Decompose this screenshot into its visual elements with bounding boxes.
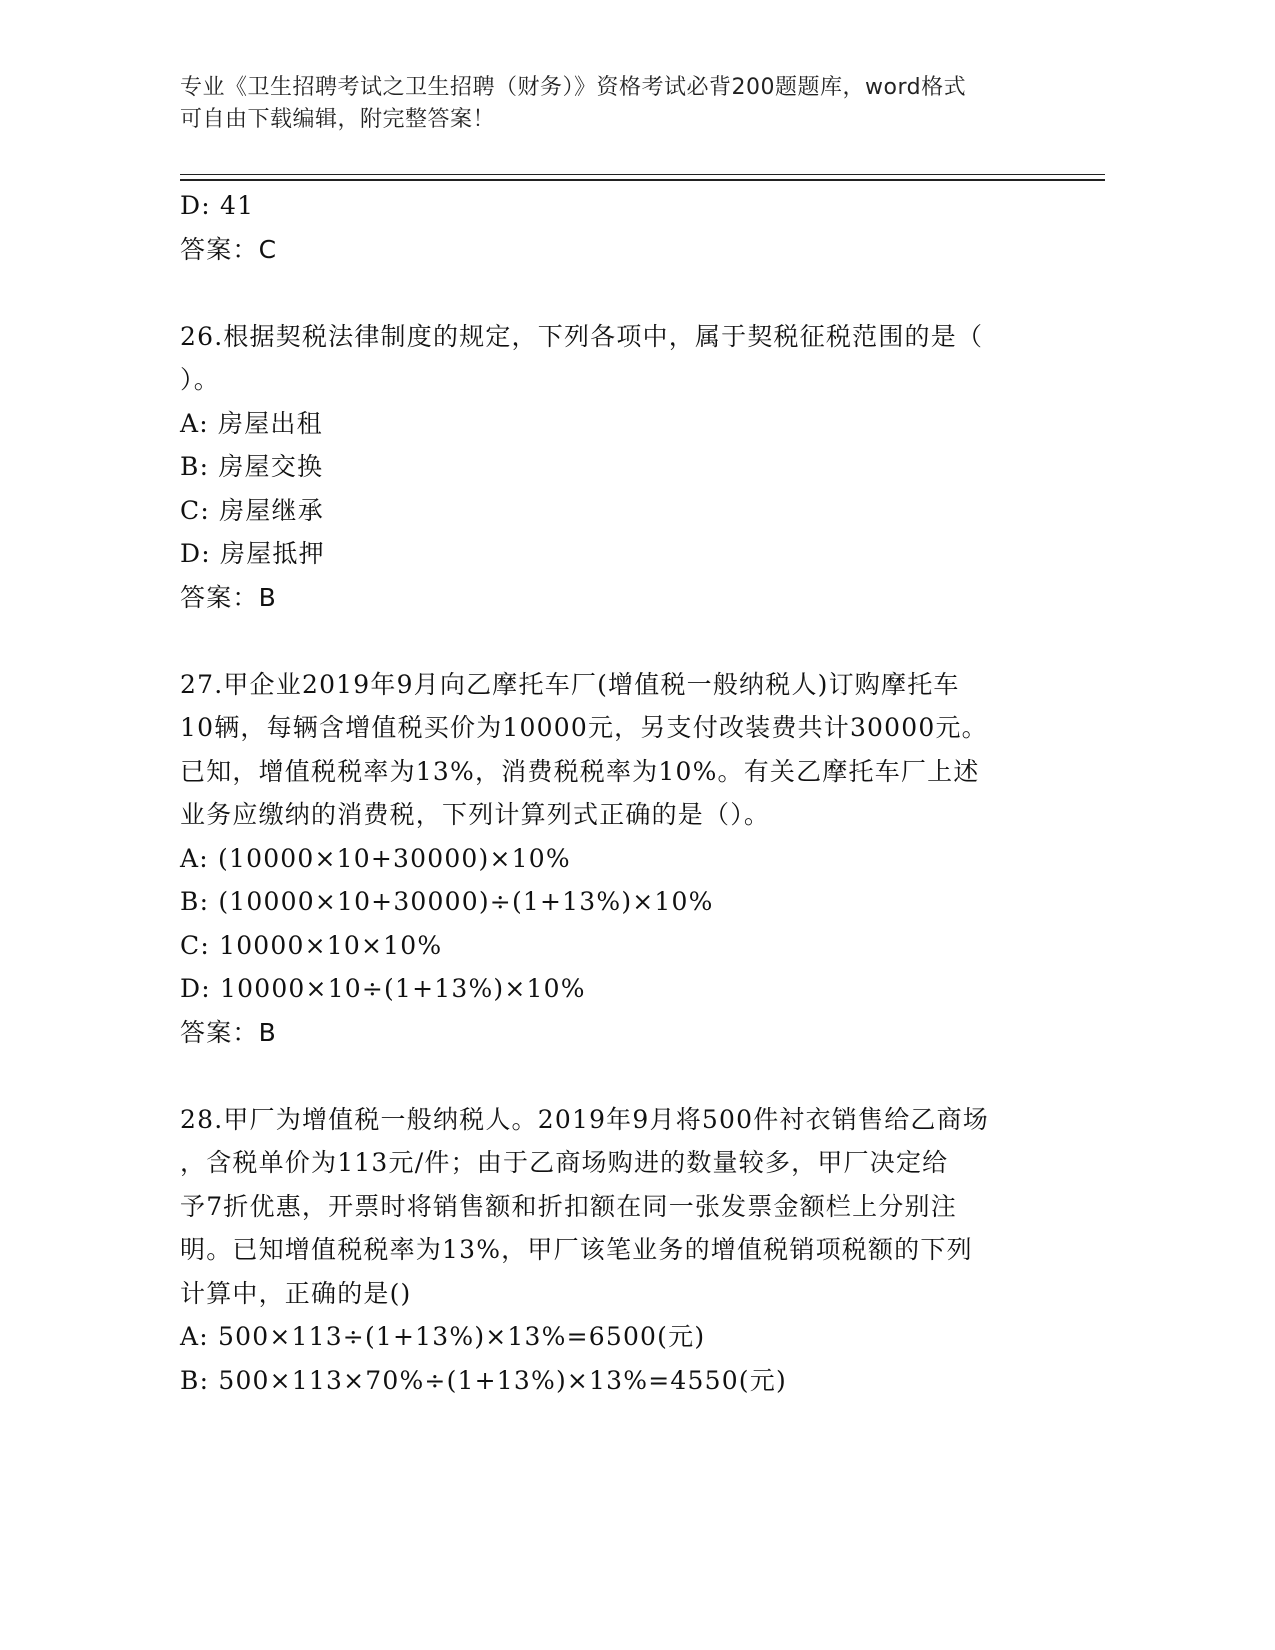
answer-line: 答案：B: [180, 582, 277, 612]
question-stem-line: 28.甲厂为增值税一般纳税人。2019年9月将500件衬衣销售给乙商场: [180, 1104, 990, 1134]
header-divider-thick: [180, 179, 1105, 181]
option-a: A: (10000×10+30000)×10%: [180, 843, 571, 873]
question-stem-line: 26.根据契税法律制度的规定，下列各项中，属于契税征税范围的是（: [180, 321, 984, 351]
page-header: [180, 72, 1050, 136]
option-d: D: 房屋抵押: [180, 539, 325, 568]
answer-line: 答案：B: [180, 1017, 277, 1047]
option-b: B: (10000×10+30000)÷(1+13%)×10%: [180, 887, 714, 916]
option-c: C: 10000×10×10%: [180, 930, 443, 960]
question-list: [180, 184, 1040, 1402]
question-stem-line: ）。: [180, 365, 220, 394]
option-d: D: 41: [180, 191, 255, 220]
option-d: D: 10000×10÷(1+13%)×10%: [180, 974, 586, 1003]
spacer: [180, 271, 1040, 315]
header-title-line-2: 可自由下载编辑，附完整答案！: [180, 107, 496, 132]
question-26: [180, 315, 1040, 620]
question-stem-line: 27.甲企业2019年9月向乙摩托车厂(增值税一般纳税人)订购摩托车: [180, 669, 960, 699]
question-28: [180, 1098, 1040, 1403]
header-divider-thin: [180, 174, 1105, 175]
option-b: B: 500×113×70%÷(1+13%)×13%=4550(元): [180, 1365, 787, 1395]
question-stem-line: ，含税单价为113元/件；由于乙商场购进的数量较多，甲厂决定给: [180, 1148, 949, 1177]
header-title-line-1: 专业《卫生招聘考试之卫生招聘（财务）》资格考试必背200题题库，word格式: [180, 75, 967, 100]
question-27: [180, 663, 1040, 1055]
question-stem-line: 予7折优惠，开票时将销售额和折扣额在同一张发票金额栏上分别注: [180, 1191, 957, 1221]
answer-line: 答案：C: [180, 234, 278, 264]
question-stem-line: 计算中，正确的是(): [180, 1278, 412, 1308]
spacer: [180, 1054, 1040, 1098]
question-stem-line: 已知，增值税税率为13%，消费税税率为10%。有关乙摩托车厂上述: [180, 756, 980, 786]
option-b: B: 房屋交换: [180, 452, 324, 481]
question-stem-line: 明。已知增值税税率为13%，甲厂该笔业务的增值税销项税额的下列: [180, 1235, 973, 1264]
question-stem-line: 10辆，每辆含增值税买价为10000元，另支付改装费共计30000元。: [180, 713, 988, 742]
spacer: [180, 619, 1040, 663]
option-a: A: 500×113÷(1+13%)×13%=6500(元): [180, 1322, 706, 1351]
option-c: C: 房屋继承: [180, 495, 324, 525]
option-a: A: 房屋出租: [180, 408, 323, 438]
question-stem-line: 业务应缴纳的消费税，下列计算列式正确的是（）。: [180, 800, 771, 829]
